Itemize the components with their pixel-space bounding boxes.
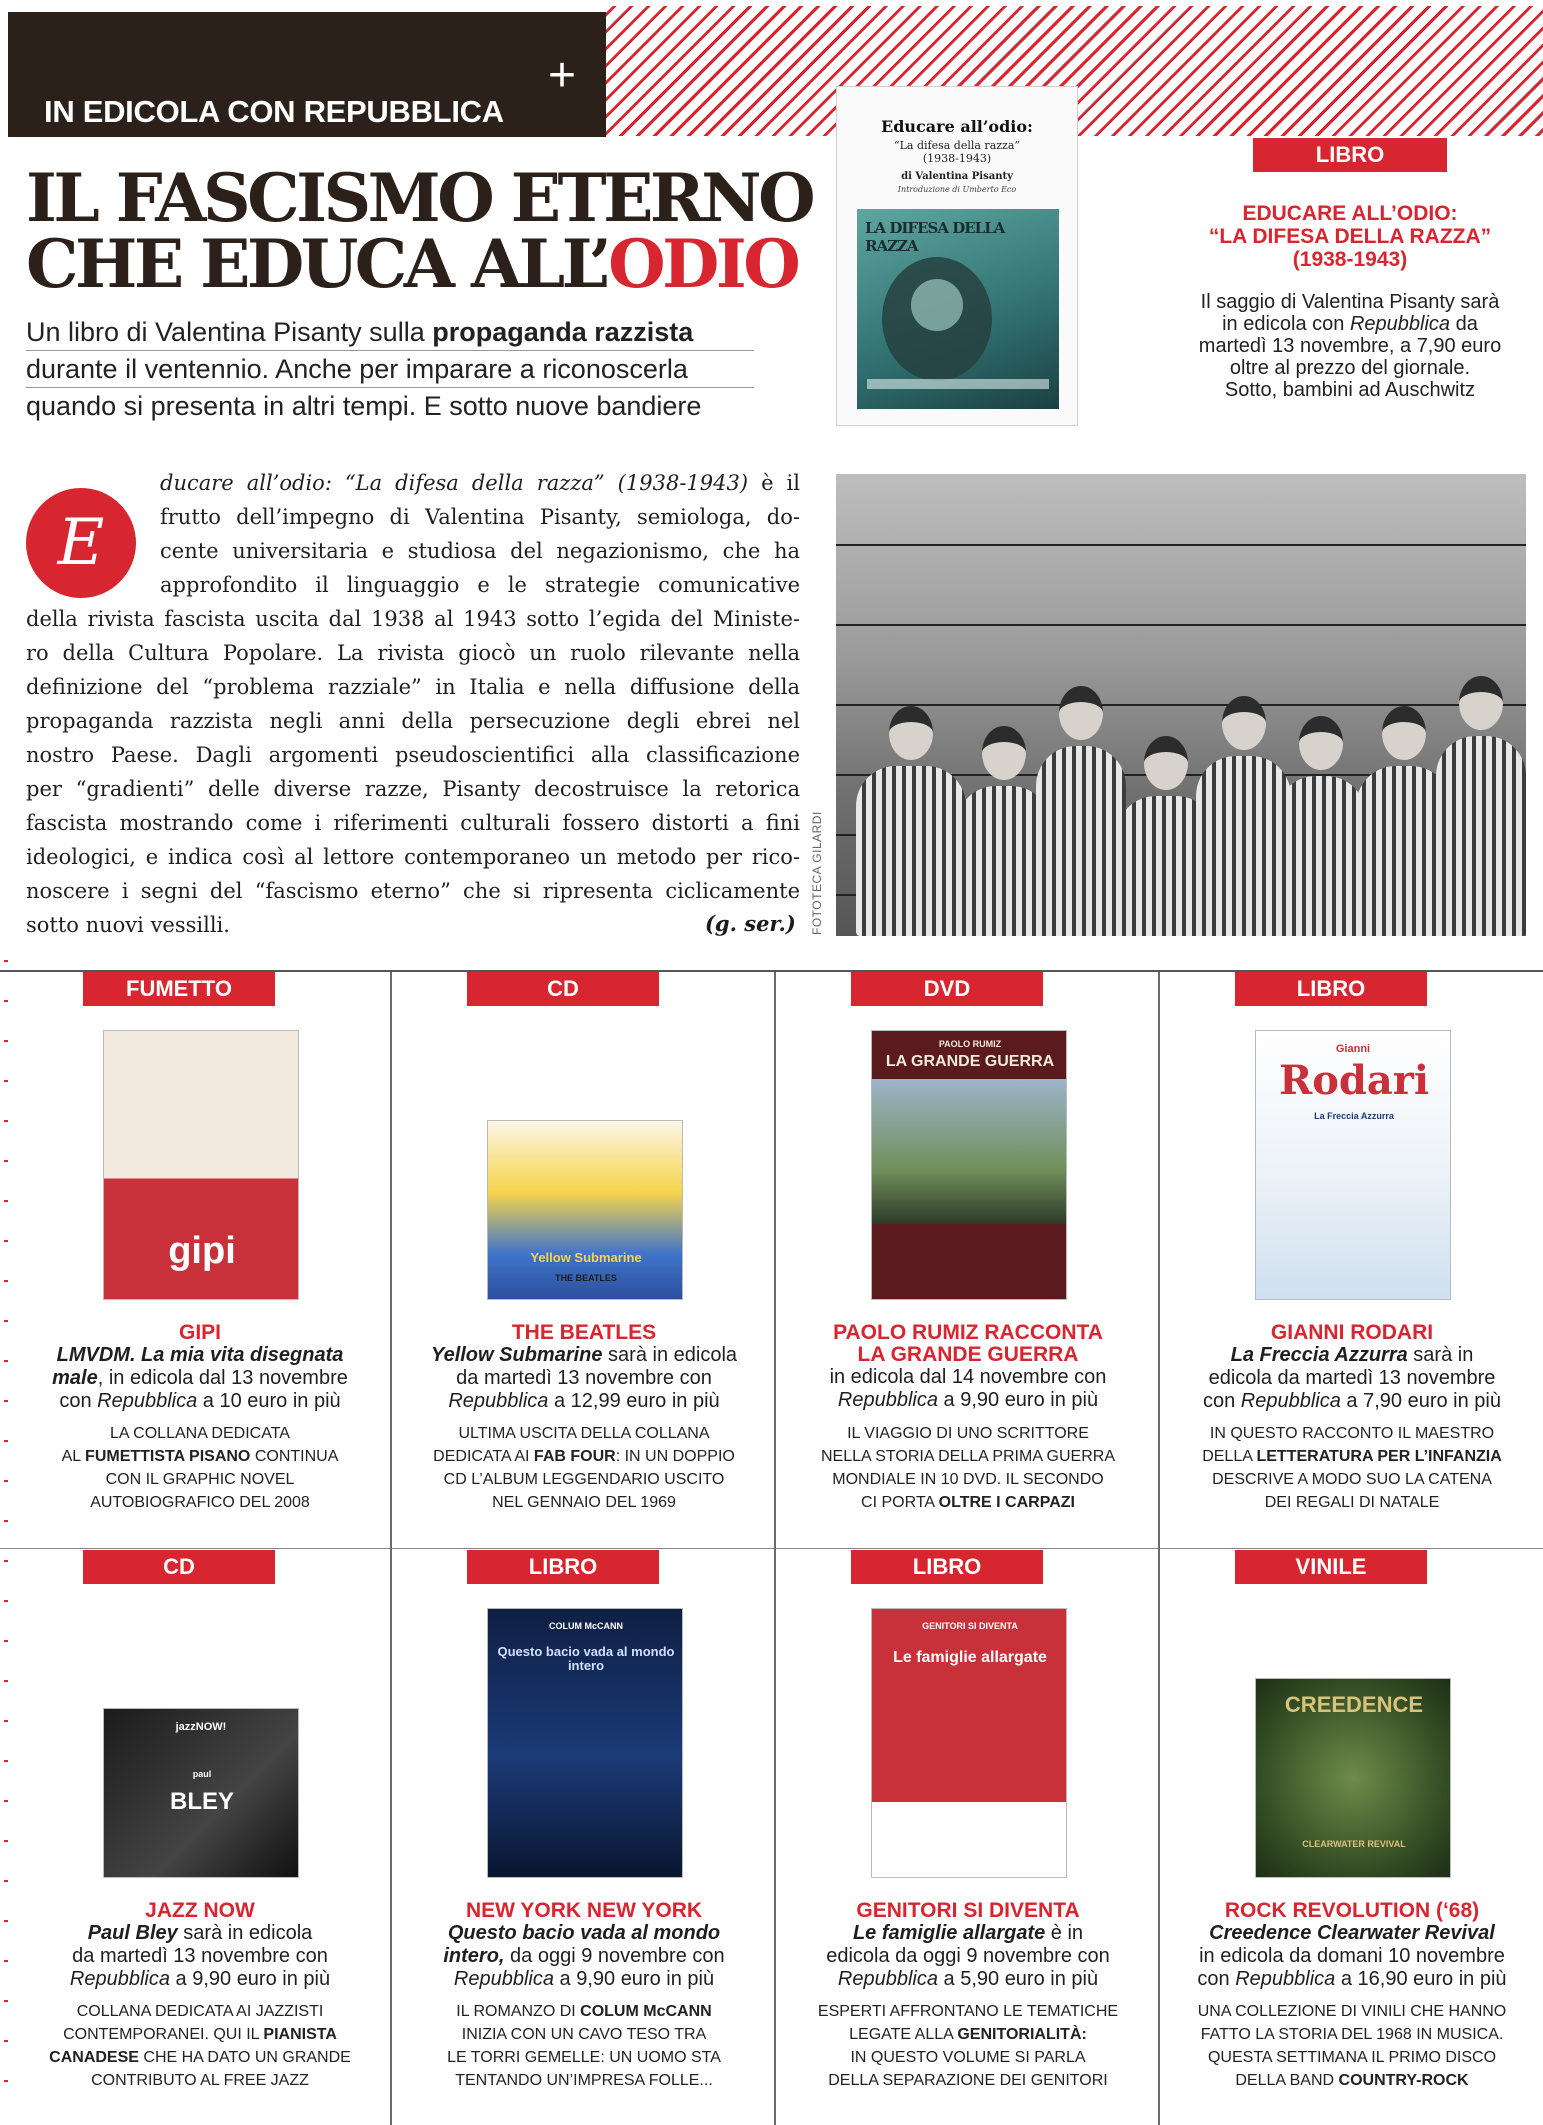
title-line-2 (26, 225, 826, 303)
description-text: in edicola da domani 10 novembre (1199, 1945, 1505, 1967)
product-cover[interactable] (871, 1030, 1067, 1300)
description-text: a 9,90 euro in più (553, 1968, 715, 1990)
description-text: a 5,90 euro in più (937, 1968, 1099, 1990)
article-line: noscere i segni del “fascismo eterno” che si ripresenta ciclicamente (26, 879, 800, 903)
product-cover[interactable] (871, 1608, 1067, 1878)
description-line (776, 1389, 1160, 1412)
product-description (392, 1922, 776, 1991)
note-emphasis: OLTRE I CARPAZI (938, 1494, 1075, 1511)
note-line: TENTANDO UN’IMPRESA FOLLE... (455, 2072, 713, 2089)
description-line (8, 1344, 392, 1367)
description-text: da oggi 9 novembre con (504, 1945, 725, 1967)
product-cover[interactable] (103, 1708, 299, 1878)
cover-title-text: LA GRANDE GUERRA (885, 1053, 1055, 1070)
product-work-title: male (52, 1367, 98, 1389)
product-title-line: GENITORI SI DIVENTA (856, 1899, 1080, 1922)
note-line: DELLA SEPARAZIONE DEI GENITORI (828, 2072, 1108, 2089)
article-line: ducare all’odio: “La difesa della razza” (1938-1943) è il (160, 471, 800, 495)
product-note (8, 2000, 392, 2092)
cover-subtitle (837, 139, 1077, 165)
note-line: NEL GENNAIO DEL 1969 (492, 1494, 676, 1511)
description-line (392, 1922, 776, 1945)
category-tag: FUMETTO (83, 972, 275, 1006)
cover-subtitle-text: PAOLO RUMIZ (938, 1039, 1002, 1049)
featured-text-line: in edicola con Repubblica da (1222, 313, 1478, 335)
description-line (392, 1945, 776, 1968)
divider (0, 1548, 1543, 1549)
title-line-1: IL FASCISMO ETERNO (26, 159, 813, 237)
product-card[interactable] (8, 972, 392, 1542)
note-line: DELLA BAND COUNTRY-ROCK (1235, 2072, 1469, 2089)
product-description (8, 1344, 392, 1413)
subtitle-text: Un libro di Valentina Pisanty sulla (26, 317, 433, 347)
italic-repubblica: Repubblica (97, 1390, 198, 1412)
product-work-title: Creedence Clearwater Revival (1209, 1922, 1495, 1944)
cover-subtitle-text: GENITORI SI DIVENTA (922, 1621, 1018, 1631)
italic-repubblica: Repubblica (1235, 1968, 1336, 1990)
description-line (776, 1366, 1160, 1389)
title-accent-word: ODIO (608, 225, 798, 303)
article-line: approfondito il linguaggio e le strategie comunicative (160, 573, 800, 597)
description-text: è in (1045, 1922, 1084, 1944)
product-cover[interactable] (103, 1030, 299, 1300)
note-emphasis: PIANISTA (263, 2026, 337, 2043)
description-line (392, 1367, 776, 1390)
italic-repubblica: Repubblica (1349, 313, 1451, 335)
cover-title-text: BLEY (169, 1788, 234, 1815)
featured-text-line: Sotto, bambini ad Auschwitz (1224, 379, 1476, 401)
article-line: per “gradienti” delle diverse razze, Pisanty decostruisce la retorica (26, 777, 800, 801)
description-line (392, 1390, 776, 1413)
child-head (1144, 736, 1188, 790)
article-line: della rivista fascista uscita dal 1938 al 1943 sotto l’egida del Ministe- (26, 607, 800, 631)
product-note (776, 1422, 1160, 1514)
note-line: DESCRIVE A MODO SUO LA CATENA (1212, 1471, 1492, 1488)
product-work-title: intero, (443, 1945, 505, 1967)
description-line (776, 1968, 1160, 1991)
description-line (776, 1945, 1160, 1968)
description-line (1160, 1945, 1543, 1968)
category-tag: CD (83, 1550, 275, 1584)
product-note (776, 2000, 1160, 2092)
article-line: ro della Cultura Popolare. La rivista giocò un ruolo rilevante nella (26, 641, 800, 665)
description-line (8, 1390, 392, 1413)
category-tag: LIBRO (1235, 972, 1427, 1006)
note-line: UNA COLLEZIONE DI VINILI CHE HANNO (1197, 2003, 1507, 2020)
product-description (8, 1922, 392, 1991)
category-tag: CD (467, 972, 659, 1006)
product-card[interactable] (776, 972, 1160, 1542)
product-card[interactable] (1160, 1550, 1543, 2120)
product-title-line: PAOLO RUMIZ RACCONTA (833, 1321, 1103, 1344)
article-line: nostro Paese. Dagli argomenti pseudoscientifici alla classificazione (26, 743, 800, 767)
description-text: a 12,99 euro in più (548, 1390, 720, 1412)
cover-subtitle-text: “La difesa della razza” (893, 139, 1021, 152)
cover-years: (1938-1943) (922, 152, 992, 165)
italic-repubblica: Repubblica (448, 1390, 549, 1412)
product-title-line: ROCK REVOLUTION (‘68) (1224, 1899, 1480, 1922)
category-tag: LIBRO (851, 1550, 1043, 1584)
description-line (1160, 1367, 1543, 1390)
featured-heading (1140, 202, 1543, 271)
product-title-line: GIANNI RODARI (1270, 1321, 1434, 1344)
note-emphasis: COLUM McCANN (580, 2003, 712, 2020)
article-line: definizione del “problema razziale” in Italia e nella diffusione della (26, 675, 800, 699)
product-note (392, 2000, 776, 2092)
note-line: DEDICATA AI FAB FOUR: IN UN DOPPIO (433, 1448, 735, 1465)
child-head (982, 726, 1026, 780)
product-title-line: NEW YORK NEW YORK (465, 1899, 703, 1922)
featured-description (1145, 291, 1543, 401)
child-figure (1436, 736, 1526, 936)
product-title (1160, 1322, 1543, 1344)
cover-title-text: gipi (168, 1230, 236, 1272)
description-text: a 7,90 euro in più (1340, 1390, 1501, 1412)
note-line: DEI REGALI DI NATALE (1264, 1494, 1440, 1511)
child-figure (856, 766, 966, 936)
note-emphasis: FAB FOUR (533, 1448, 616, 1465)
article-line: ideologici, e indica così al lettore contemporaneo un metodo per rico- (26, 845, 800, 869)
subtitle (26, 314, 754, 425)
article-line: sotto nuovi vessilli. (26, 913, 230, 937)
product-description (1160, 1344, 1543, 1413)
italic-repubblica: Repubblica (453, 1968, 554, 1990)
article-line: fascista mostrando come i riferimenti culturali fossero distorti a fini (26, 811, 800, 835)
featured-text-line: Il saggio di Valentina Pisanty sarà (1200, 291, 1500, 313)
barbed-wire (836, 544, 1526, 546)
barbed-wire (836, 624, 1526, 626)
note-line: CD L’ALBUM LEGGENDARIO USCITO (443, 1471, 725, 1488)
product-cover[interactable] (1255, 1678, 1451, 1878)
note-line: LE TORRI GEMELLE: UN UOMO STA (447, 2049, 721, 2066)
note-line: IL VIAGGIO DI UNO SCRITTORE (847, 1425, 1089, 1442)
note-line: NELLA STORIA DELLA PRIMA GUERRA (820, 1448, 1116, 1465)
description-line (8, 1945, 392, 1968)
photo-credit: FOTOTECA GILARDI (810, 811, 824, 935)
cover-title-text: Questo bacio vada al mondo intero (497, 1644, 675, 1674)
note-line: ULTIMA USCITA DELLA COLLANA (458, 1425, 710, 1442)
note-line: FATTO LA STORIA DEL 1968 IN MUSICA. (1200, 2026, 1504, 2043)
product-description (392, 1344, 776, 1413)
product-title (776, 1900, 1160, 1922)
subtitle-emphasis: propaganda razzista (432, 317, 694, 347)
note-line: CANADESE CHE HA DATO UN GRANDE (49, 2049, 351, 2066)
product-title-line: JAZZ NOW (145, 1899, 255, 1922)
description-line (392, 1344, 776, 1367)
italic-repubblica: Repubblica (1240, 1390, 1341, 1412)
title-line-2-text: CHE EDUCA ALL’ (26, 225, 609, 303)
author-signature: (g. ser.) (705, 911, 796, 936)
product-title (1160, 1900, 1543, 1922)
product-work-title: Yellow Submarine (430, 1344, 603, 1366)
description-text: con (1197, 1968, 1236, 1990)
italic-repubblica: Repubblica (69, 1968, 170, 1990)
note-line: INIZIA CON UN CAVO TESO TRA (461, 2026, 707, 2043)
description-line (1160, 1390, 1543, 1413)
description-text: sarà in edicola (177, 1922, 313, 1944)
italic-repubblica: Repubblica (837, 1968, 938, 1990)
description-text: con (1202, 1390, 1241, 1412)
product-description (776, 1922, 1160, 1991)
barbed-wire (836, 704, 1526, 706)
featured-book-cover (836, 86, 1078, 426)
child-figure (1276, 776, 1366, 936)
cover-subtitle-text: La Freccia Azzurra (1314, 1111, 1394, 1121)
description-text: a 9,90 euro in più (169, 1968, 331, 1990)
italic-repubblica: Repubblica (837, 1389, 938, 1411)
featured-category-tag: LIBRO (1253, 138, 1447, 172)
description-text: a 9,90 euro in più (937, 1389, 1099, 1411)
drop-cap: E (26, 488, 136, 598)
note-line: LEGATE ALLA GENITORIALITÀ: (849, 2026, 1087, 2043)
product-description (1160, 1922, 1543, 1991)
cover-author: di Valentina Pisanty (901, 171, 1013, 182)
description-text: con (59, 1390, 98, 1412)
note-line: COLLANA DEDICATA AI JAZZISTI (76, 2003, 324, 2020)
featured-text-line: oltre al prezzo del giornale. (1229, 357, 1471, 379)
article-book-title: ducare all’odio: “La difesa della razza” (1938-1943) (160, 471, 749, 495)
article-line: propaganda razzista negli anni della persecuzione degli ebrei nel (26, 709, 800, 733)
description-line (1160, 1968, 1543, 1991)
note-line: LA COLLANA DEDICATA (110, 1425, 290, 1442)
note-emphasis: GENITORIALITÀ: (957, 2026, 1087, 2043)
product-work-title: Le famiglie allargate (852, 1922, 1046, 1944)
featured-heading-line: “LA DIFESA DELLA RAZZA” (1208, 225, 1492, 248)
product-work-title: Paul Bley (87, 1922, 178, 1944)
cover-masthead: LA DIFESA DELLA RAZZA (865, 219, 1005, 255)
cover-subtitle-text: THE BEATLES (555, 1273, 617, 1283)
product-description (776, 1366, 1160, 1412)
cover-title-text: Yellow Submarine (530, 1250, 642, 1265)
note-emphasis: FUMETTISTA PISANO (85, 1448, 251, 1465)
article-line: cente universitaria e studiosa del negazionismo, che ha (160, 539, 800, 563)
product-title (392, 1322, 776, 1344)
cover-illustration (857, 209, 1059, 409)
child-head (1459, 676, 1503, 730)
category-tag: DVD (851, 972, 1043, 1006)
cover-note: Introduzione di Umberto Eco (897, 185, 1017, 194)
child-head (1299, 716, 1343, 770)
product-title (8, 1322, 392, 1344)
description-line (1160, 1922, 1543, 1945)
plus-icon: + (548, 49, 577, 102)
description-line (8, 1367, 392, 1390)
description-line (776, 1922, 1160, 1945)
category-tag: VINILE (1235, 1550, 1427, 1584)
featured-heading-line: EDUCARE ALL’ODIO: (1242, 202, 1458, 225)
note-emphasis: COUNTRY-ROCK (1338, 2072, 1469, 2089)
product-card[interactable] (392, 972, 776, 1542)
description-text: a 10 euro in più (197, 1390, 341, 1412)
note-line: IN QUESTO RACCONTO IL MAESTRO (1209, 1425, 1495, 1442)
description-text: da martedì 13 novembre con (456, 1367, 712, 1389)
note-line: IL ROMANZO DI COLUM McCANN (456, 2003, 712, 2020)
subtitle-line-3: quando si presenta in altri tempi. E sotto nuove bandiere (26, 391, 702, 421)
note-line: IN QUESTO VOLUME SI PARLA (850, 2049, 1086, 2066)
note-line: CI PORTA OLTRE I CARPAZI (861, 1494, 1075, 1511)
product-cover[interactable] (487, 1608, 683, 1878)
subtitle-line-1 (26, 314, 754, 351)
note-line: AL FUMETTISTA PISANO CONTINUA (61, 1448, 339, 1465)
product-note (1160, 2000, 1543, 2092)
description-text: edicola da martedì 13 novembre (1208, 1367, 1496, 1389)
description-text: edicola da oggi 9 novembre con (826, 1945, 1110, 1967)
note-line: CONTRIBUTO AL FREE JAZZ (91, 2072, 309, 2089)
featured-heading-line: (1938-1943) (1292, 248, 1408, 271)
note-line: CONTEMPORANEI. QUI IL PIANISTA (63, 2026, 337, 2043)
description-text: da martedì 13 novembre con (72, 1945, 328, 1967)
product-work-title: La Freccia Azzurra (1230, 1344, 1408, 1366)
child-head (889, 706, 933, 760)
note-line: CON IL GRAPHIC NOVEL (105, 1471, 295, 1488)
article-line: frutto dell’impegno di Valentina Pisanty, semiologa, do- (160, 505, 800, 529)
cover-top-text: jazzNOW! (175, 1721, 227, 1733)
product-title (8, 1900, 392, 1922)
product-card[interactable] (392, 1550, 776, 2120)
cover-title-text: Rodari (1278, 1057, 1430, 1104)
banner-label: IN EDICOLA CON REPUBBLICA (44, 94, 504, 129)
cover-title: Educare all’odio: (881, 117, 1033, 136)
product-card[interactable] (776, 1550, 1160, 2120)
note-line: QUESTA SETTIMANA IL PRIMO DISCO (1207, 2049, 1497, 2066)
cover-top-text: Gianni (1335, 1043, 1371, 1055)
note-emphasis: LETTERATURA PER L’INFANZIA (1256, 1448, 1502, 1465)
note-line: MONDIALE IN 10 DVD. IL SECONDO (832, 1471, 1104, 1488)
product-title-line: GIPI (178, 1321, 221, 1344)
description-line (392, 1968, 776, 1991)
cover-title-text: Le famiglie allargate (893, 1649, 1047, 1666)
product-work-title: Questo bacio vada al mondo (447, 1922, 721, 1944)
product-work-title: LMVDM. La mia vita disegnata (56, 1344, 344, 1366)
product-note (8, 1422, 392, 1514)
cover-magazine-image (857, 209, 1059, 409)
product-card[interactable] (8, 1550, 392, 2120)
product-note (392, 1422, 776, 1514)
description-text: sarà in (1407, 1344, 1474, 1366)
product-title-line: THE BEATLES (511, 1321, 657, 1344)
child-head (1222, 696, 1266, 750)
description-line (8, 1922, 392, 1945)
product-note (1160, 1422, 1543, 1514)
note-line: ESPERTI AFFRONTANO LE TEMATICHE (817, 2003, 1119, 2020)
cover-subtitle-text: paul (192, 1769, 212, 1779)
description-line (8, 1968, 392, 1991)
cover-subtitle-text: COLUM McCANN (549, 1621, 623, 1631)
product-title (392, 1900, 776, 1922)
product-cover[interactable] (487, 1120, 683, 1300)
description-text: a 16,90 euro in più (1335, 1968, 1507, 1990)
cover-subtitle-text: CLEARWATER REVIVAL (1302, 1839, 1406, 1849)
description-text: , in edicola dal 13 novembre (97, 1367, 348, 1389)
cover-subtitle-text: LMVDM. La mia vita disegnata male (125, 1279, 279, 1289)
page-title (26, 159, 826, 303)
note-line: AUTOBIOGRAFICO DEL 2008 (90, 1494, 310, 1511)
description-text: in edicola dal 14 novembre con (829, 1366, 1107, 1388)
cover-title-text: CREEDENCE (1284, 1692, 1424, 1717)
description-line (1160, 1344, 1543, 1367)
featured-text-line: martedì 13 novembre, a 7,90 euro (1198, 335, 1502, 357)
auschwitz-photo (836, 474, 1526, 936)
product-title (776, 1322, 1160, 1366)
child-head (1059, 686, 1103, 740)
description-text: sarà in edicola (602, 1344, 738, 1366)
child-figure (1036, 746, 1126, 936)
product-card[interactable] (1160, 972, 1543, 1542)
product-title-line: LA GRANDE GUERRA (857, 1343, 1079, 1366)
note-emphasis: CANADESE (49, 2049, 139, 2066)
child-head (1382, 706, 1426, 760)
note-line: DELLA LETTERATURA PER L’INFANZIA (1202, 1448, 1502, 1465)
subtitle-line-2: durante il ventennio. Anche per imparare a riconoscerla (26, 351, 754, 388)
category-tag: LIBRO (467, 1550, 659, 1584)
product-cover[interactable] (1255, 1030, 1451, 1300)
